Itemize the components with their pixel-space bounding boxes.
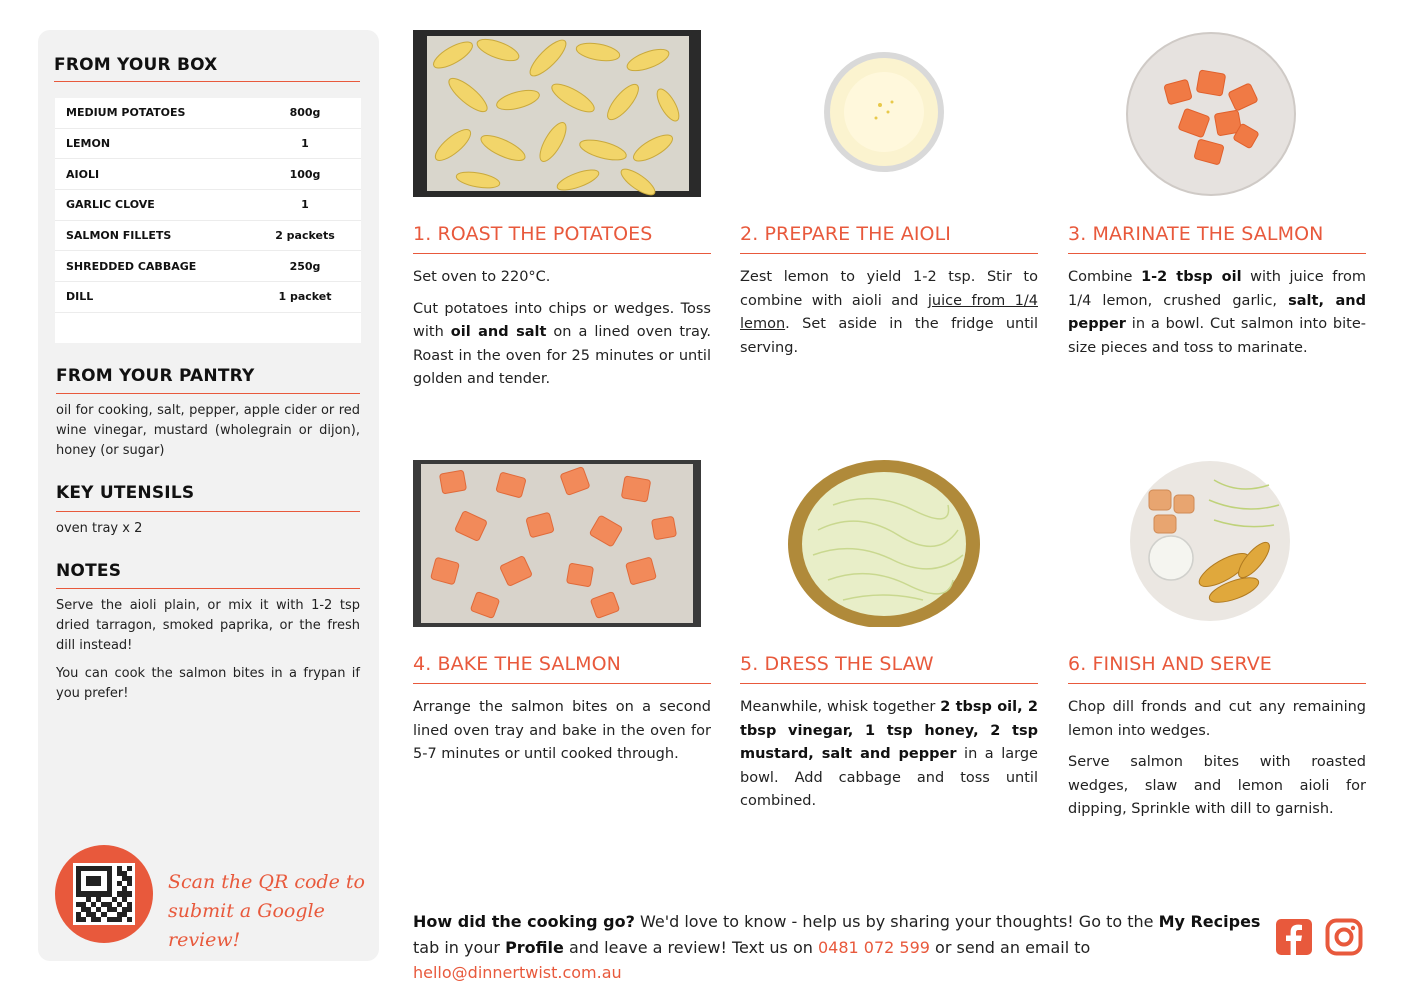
step-2-body (740, 266, 1038, 368)
qr-caption-line2: submit a Google review! (168, 900, 325, 951)
finished-plate-image (1129, 460, 1292, 623)
feedback-question: How did the cooking go? (413, 912, 635, 931)
ingredient-row (55, 251, 361, 282)
ingredient-row-empty (55, 313, 361, 343)
step-5-rule (740, 683, 1038, 684)
ingredient-name: GARLIC CLOVE (66, 198, 155, 212)
email-link[interactable]: hello@dinnertwist.com.au (413, 963, 622, 982)
step-2-para-1: Zest lemon to yield 1-2 tsp. Stir to combine with aioli and juice from 1/4 lemon. Set aside in the fridge until serving. (740, 269, 1038, 356)
salmon-bowl-image (1126, 32, 1296, 196)
ingredient-qty: 1 (301, 198, 309, 212)
step-3-title: 3. MARINATE THE SALMON (1068, 223, 1324, 245)
step-3-para-1: Combine 1-2 tbsp oil with juice from 1/4 lemon, crushed garlic, salt, and pepper in a bowl. Cut salmon into bite-size pieces and toss to marinate. (1068, 269, 1366, 356)
qr-module (127, 917, 132, 922)
step-2-title: 2. PREPARE THE AIOLI (740, 223, 951, 245)
ingredient-row (55, 221, 361, 252)
step-4-body (413, 696, 711, 775)
ingredient-qty: 1 (301, 137, 309, 151)
step-4-rule (413, 683, 711, 684)
ingredient-name: DILL (66, 290, 94, 304)
sidebar (38, 30, 379, 961)
step-2-rule (740, 253, 1038, 254)
notes-text-1: Serve the aioli plain, or mix it with 1-2 tsp dried tarragon, smoked paprika, or the fresh dill instead! (56, 598, 360, 653)
ingredient-name: MEDIUM POTATOES (66, 106, 186, 120)
ingredient-row (55, 190, 361, 221)
step-6-para-2: Serve salmon bites with roasted wedges, slaw and lemon aioli for dipping, Sprinkle with dill to garnish. (1068, 754, 1366, 817)
qr-caption (168, 868, 368, 955)
ingredient-qty: 2 packets (275, 229, 335, 243)
step-6-rule (1068, 683, 1366, 684)
step-1-rule (413, 253, 711, 254)
from-your-box-heading: FROM YOUR BOX (54, 55, 218, 75)
step-1-para-1: Set oven to 220°C. (413, 269, 551, 285)
aioli-bowl-image (822, 50, 946, 174)
ingredient-row (55, 282, 361, 313)
step-4-title: 4. BAKE THE SALMON (413, 653, 621, 675)
key-utensils-heading: KEY UTENSILS (56, 483, 195, 503)
step-5-title: 5. DRESS THE SLAW (740, 653, 934, 675)
phone-link[interactable]: 0481 072 599 (817, 937, 930, 957)
step-1-title: 1. ROAST THE POTATOES (413, 223, 653, 245)
step-5-body (740, 696, 1038, 822)
ingredient-qty: 1 packet (278, 290, 332, 304)
feedback-text: How did the cooking go? We'd love to know - help us by sharing your thoughts! Go to the My Recipes tab in your Profile and leave a review! Text us on 0481 072 599 or send an email to hello@dinnertwist.com.au (413, 912, 1261, 982)
ingredient-row (55, 129, 361, 160)
step-6-title: 6. FINISH AND SERVE (1068, 653, 1272, 675)
ingredient-qty: 250g (289, 259, 321, 273)
qr-caption-line1: Scan the QR code to (168, 871, 365, 893)
qr-code-icon[interactable] (73, 863, 135, 925)
instagram-icon[interactable] (1325, 918, 1363, 956)
heading-rule (54, 81, 360, 82)
ingredient-row (55, 159, 361, 190)
ingredient-qty: 800g (289, 106, 321, 120)
step-1-body (413, 266, 711, 400)
step-1-para-2: Cut potatoes into chips or wedges. Toss with oil and salt on a lined oven tray. Roast in the oven for 25 minutes or until golden and tender. (413, 300, 711, 387)
notes-text-2: You can cook the salmon bites in a frypan if you prefer! (56, 666, 360, 701)
from-your-pantry-heading: FROM YOUR PANTRY (56, 366, 255, 386)
slaw-bowl-image (788, 460, 981, 627)
ingredient-name: SALMON FILLETS (66, 229, 172, 243)
salmon-tray-image (413, 460, 701, 627)
step-6-para-1: Chop dill fronds and cut any remaining lemon into wedges. (1068, 699, 1366, 739)
step-3-rule (1068, 253, 1366, 254)
ingredient-name: LEMON (66, 137, 111, 151)
pantry-text: oil for cooking, salt, pepper, apple cider or red wine vinegar, mustard (wholegrain or dijon), honey (or sugar) (56, 403, 360, 458)
step-5-para-1: Meanwhile, whisk together 2 tbsp oil, 2 tbsp vinegar, 1 tsp honey, 2 tsp mustard, salt and pepper in a large bowl. Add cabbage and toss until combined. (740, 699, 1038, 809)
utensils-text: oven tray x 2 (56, 521, 143, 536)
step-6-body (1068, 696, 1366, 830)
ingredient-name: SHREDDED CABBAGE (66, 259, 197, 273)
potatoes-tray-image (413, 30, 701, 197)
facebook-icon[interactable] (1275, 918, 1313, 956)
heading-rule (56, 511, 360, 512)
heading-rule (56, 588, 360, 589)
ingredient-row (55, 98, 361, 129)
ingredient-qty: 100g (289, 167, 321, 181)
step-3-body (1068, 266, 1366, 368)
ingredient-name: AIOLI (66, 167, 100, 181)
qr-badge[interactable] (55, 845, 153, 943)
notes-heading: NOTES (56, 561, 122, 581)
heading-rule (56, 393, 360, 394)
ingredients-table (55, 98, 361, 343)
step-4-para-1: Arrange the salmon bites on a second lined oven tray and bake in the oven for 5-7 minutes or until cooked through. (413, 699, 711, 762)
